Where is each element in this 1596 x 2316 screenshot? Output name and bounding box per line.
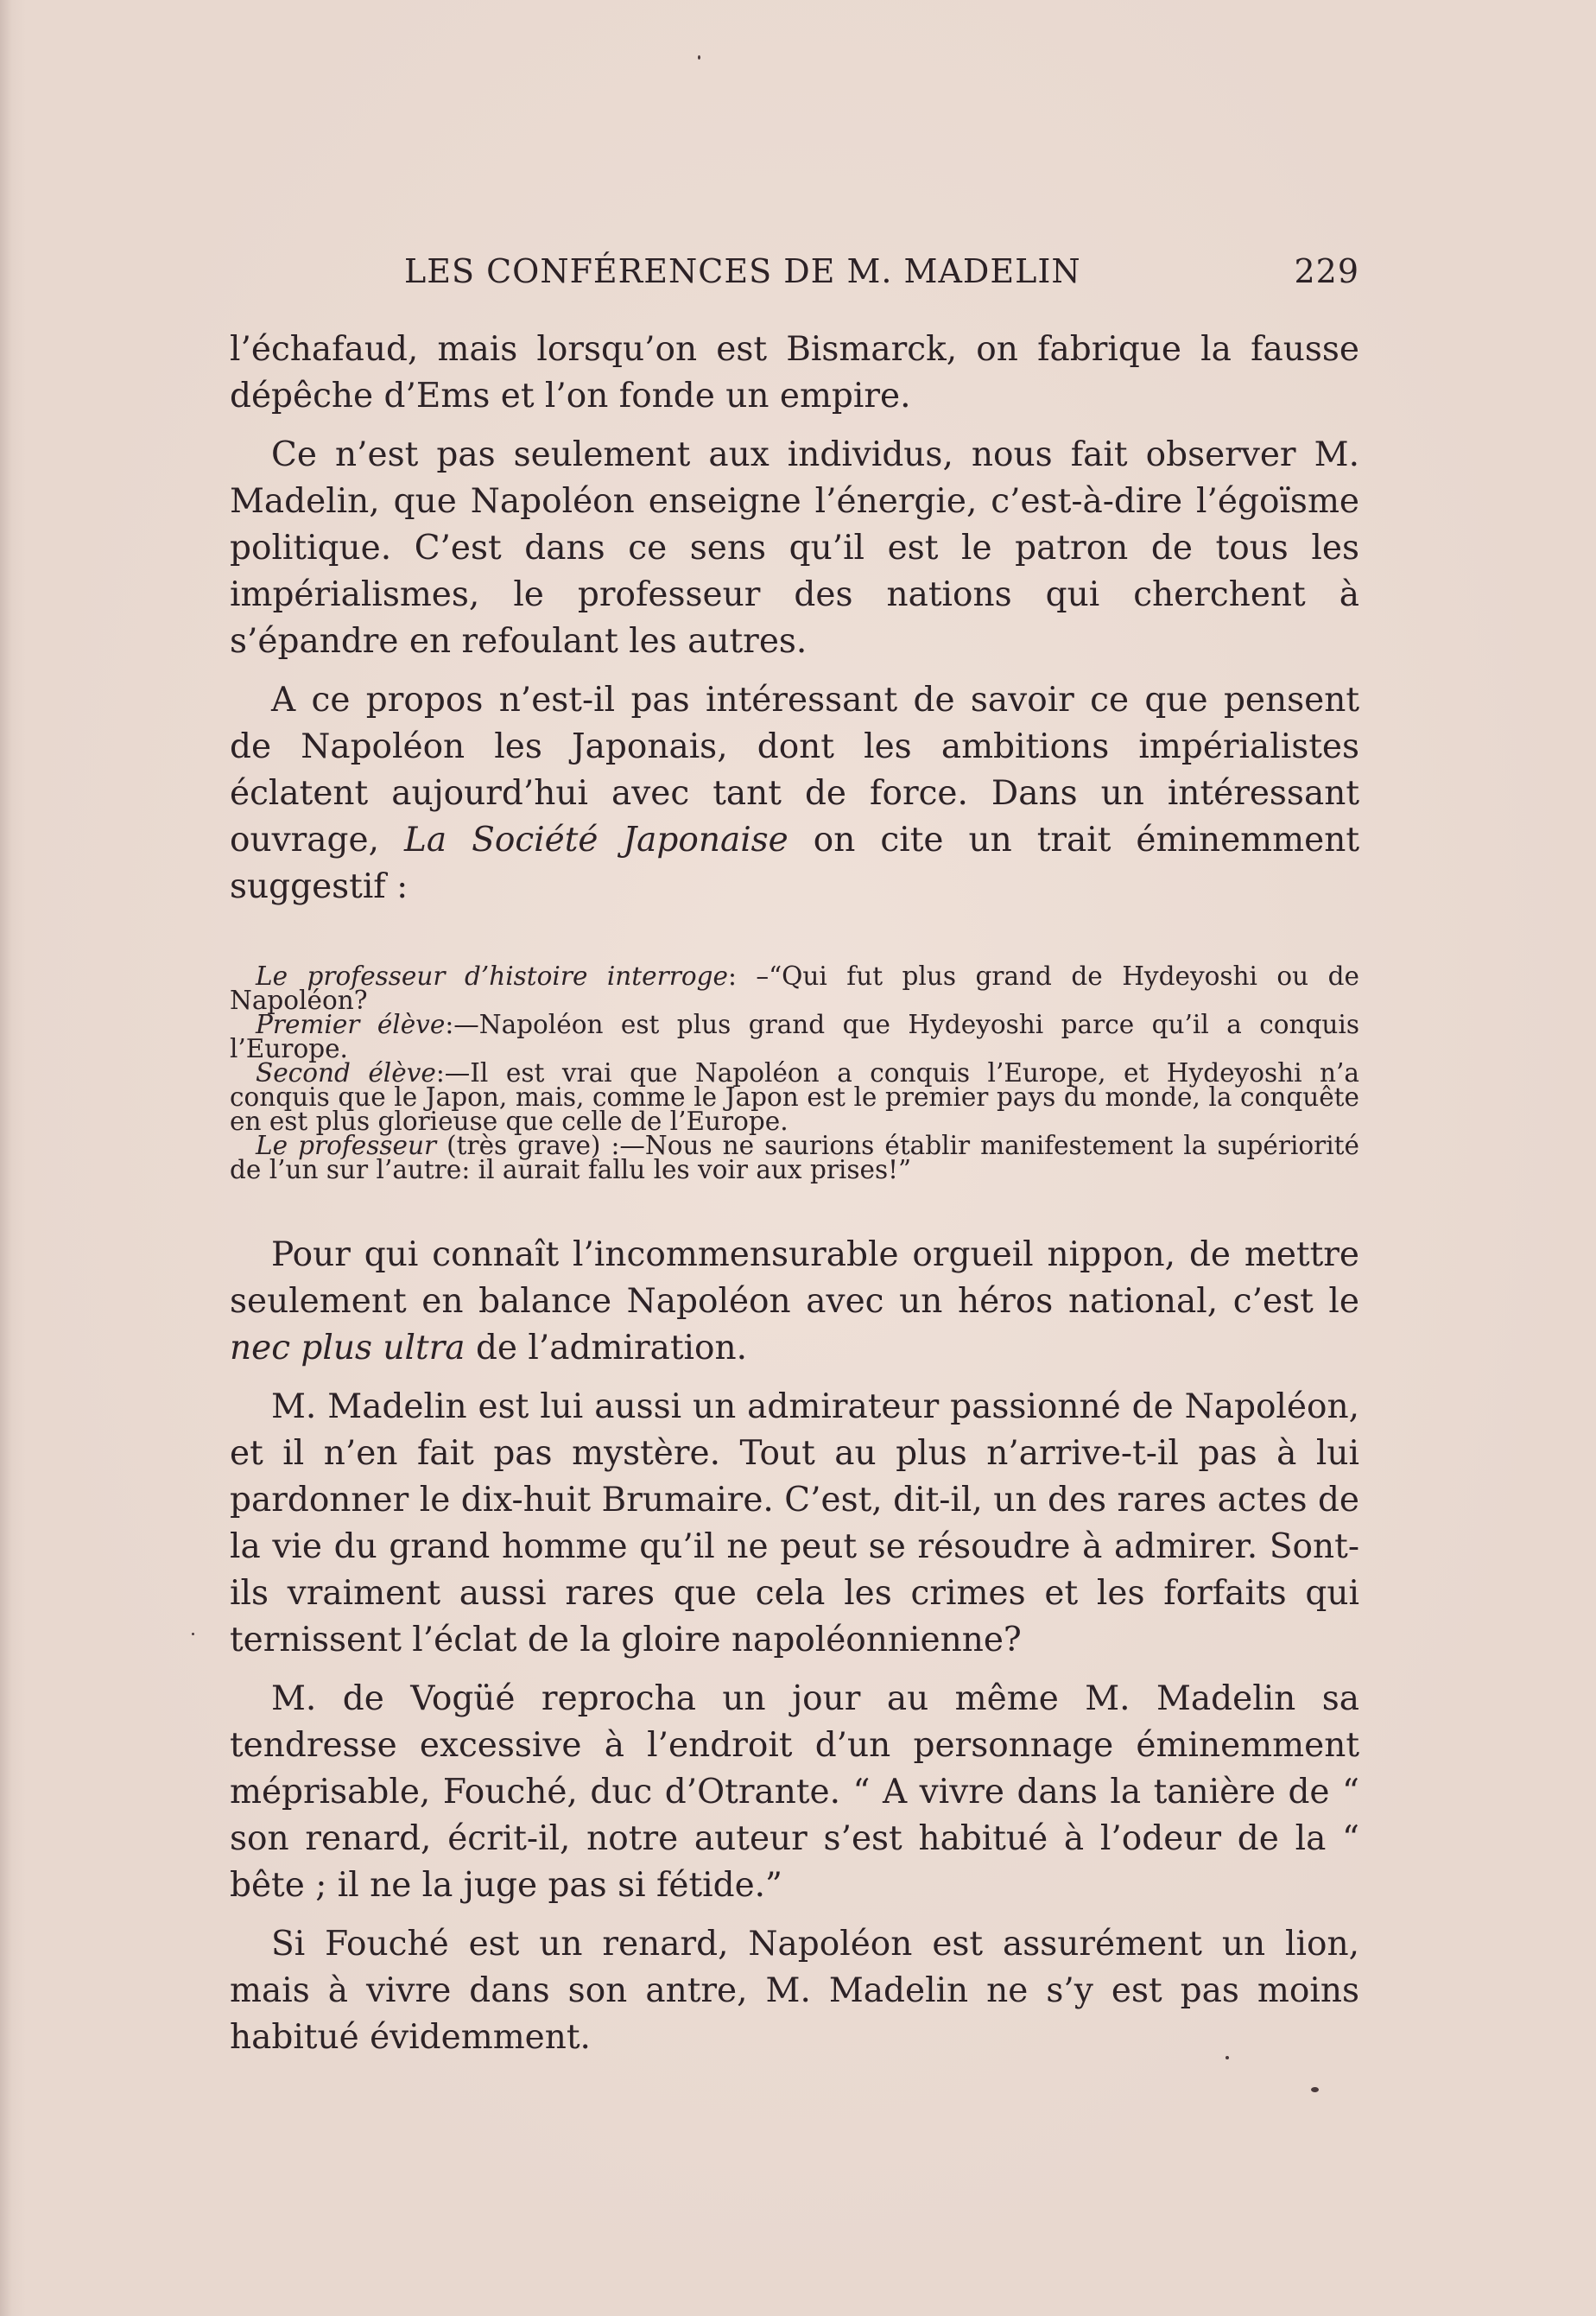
paragraph-text: on cite un trait éminemment suggestif : bbox=[230, 821, 1359, 906]
quote-line bbox=[230, 1058, 1360, 1136]
quote-text: :—Il est vrai que Napoléon a conquis l’Europe, et Hydeyoshi n’a conquis que le Japon, mais, comme le Japon est le premier pays du monde, la conquête en est plus glorieuse que celle de l’Europe. bbox=[230, 1058, 1360, 1136]
quote-text: : –“Qui fut plus grand de Hydeyoshi ou de Napoléon? bbox=[230, 961, 1359, 1015]
paragraph-vogue: M. de Vogüé reprocha un jour au même M. Madelin sa tendresse excessive à l’endroit d’un personnage éminemment méprisable, Fouché, duc d’Otrante. “ A vivre dans la tanière de “ son renard, écrit-il, notre auteur s’est habitué à l’odeur de la “ bête ; il ne la juge pas si fétide.” bbox=[230, 1679, 1359, 1905]
paper-speck bbox=[698, 55, 700, 60]
paragraph-text: Pour qui connaît l’incommensurable orgueil nippon, de mettre seulement en balance Napoléon avec un héros national, c’est le bbox=[230, 1235, 1359, 1321]
paper-speck bbox=[192, 1633, 194, 1635]
paragraph-brumaire: M. Madelin est lui aussi un admirateur passionné de Napoléon, et il n’en fait pas mystère. Tout au plus n’arrive-t-il pas à lui pardonner le dix-huit Brumaire. C’est, dit-il, un des rares actes de la vie du grand homme qu’il ne peut se résoudre à admirer. Sont-ils vraiment aussi rares que cela les crimes et les forfaits qui ternissent l’éclat de la gloire napoléonnienne? bbox=[230, 1387, 1359, 1659]
book-page bbox=[230, 247, 1359, 2073]
quote-speaker: Second élève bbox=[256, 1058, 436, 1088]
block-quote bbox=[230, 961, 1360, 1184]
paragraph-text: de l’admiration. bbox=[465, 1329, 747, 1367]
book-title: La Société Japonaise bbox=[403, 821, 788, 860]
paper-speck bbox=[1226, 2056, 1229, 2059]
paragraph-nippon bbox=[230, 1232, 1359, 1372]
quote-line bbox=[230, 961, 1359, 1015]
quote-line bbox=[230, 1012, 1359, 1061]
page-number: 229 bbox=[1294, 252, 1359, 290]
latin-phrase: nec plus ultra bbox=[230, 1329, 466, 1367]
quote-speaker: Premier élève bbox=[256, 1010, 446, 1039]
running-head bbox=[230, 247, 1359, 299]
paragraph-japanese bbox=[230, 677, 1359, 911]
quote-line bbox=[230, 1133, 1359, 1182]
paper-speck bbox=[1311, 2087, 1319, 2092]
paragraph-conclusion: Si Fouché est un renard, Napoléon est assurément un lion, mais à vivre dans son antre, M. Madelin ne s’y est pas moins habitué évidemment. bbox=[230, 1925, 1359, 2057]
paragraph-text: A ce propos n’est-il pas intéressant de savoir ce que pensent de Napoléon les Japonais, dont les ambitions impérialistes éclatent aujourd’hui avec tant de force. Dans un intéressant ouvrage, bbox=[230, 681, 1359, 860]
running-title: LES CONFÉRENCES DE M. MADELIN bbox=[404, 252, 1081, 290]
quote-speaker: Le professeur bbox=[256, 1131, 437, 1160]
quote-text: (très grave) :—Nous ne saurions établir manifestement la supériorité de l’un sur l’autre: il aurait fallu les voir aux prises!” bbox=[230, 1131, 1359, 1184]
quote-speaker: Le professeur d’histoire interroge bbox=[256, 961, 728, 991]
paragraph-continuation: l’échafaud, mais lorsqu’on est Bismarck, on fabrique la fausse dépêche d’Ems et l’on fonde un empire. bbox=[230, 330, 1359, 416]
quote-text: :—Napoléon est plus grand que Hydeyoshi parce qu’il a conquis l’Europe. bbox=[230, 1010, 1359, 1063]
paragraph-imperialism: Ce n’est pas seulement aux individus, nous fait observer M. Madelin, que Napoléon enseigne l’énergie, c’est-à-dire l’égoïsme politique. C’est dans ce sens qu’il est le patron de tous les impérialismes, le professeur des nations qui cherchent à s’épandre en refoulant les autres. bbox=[230, 435, 1359, 661]
